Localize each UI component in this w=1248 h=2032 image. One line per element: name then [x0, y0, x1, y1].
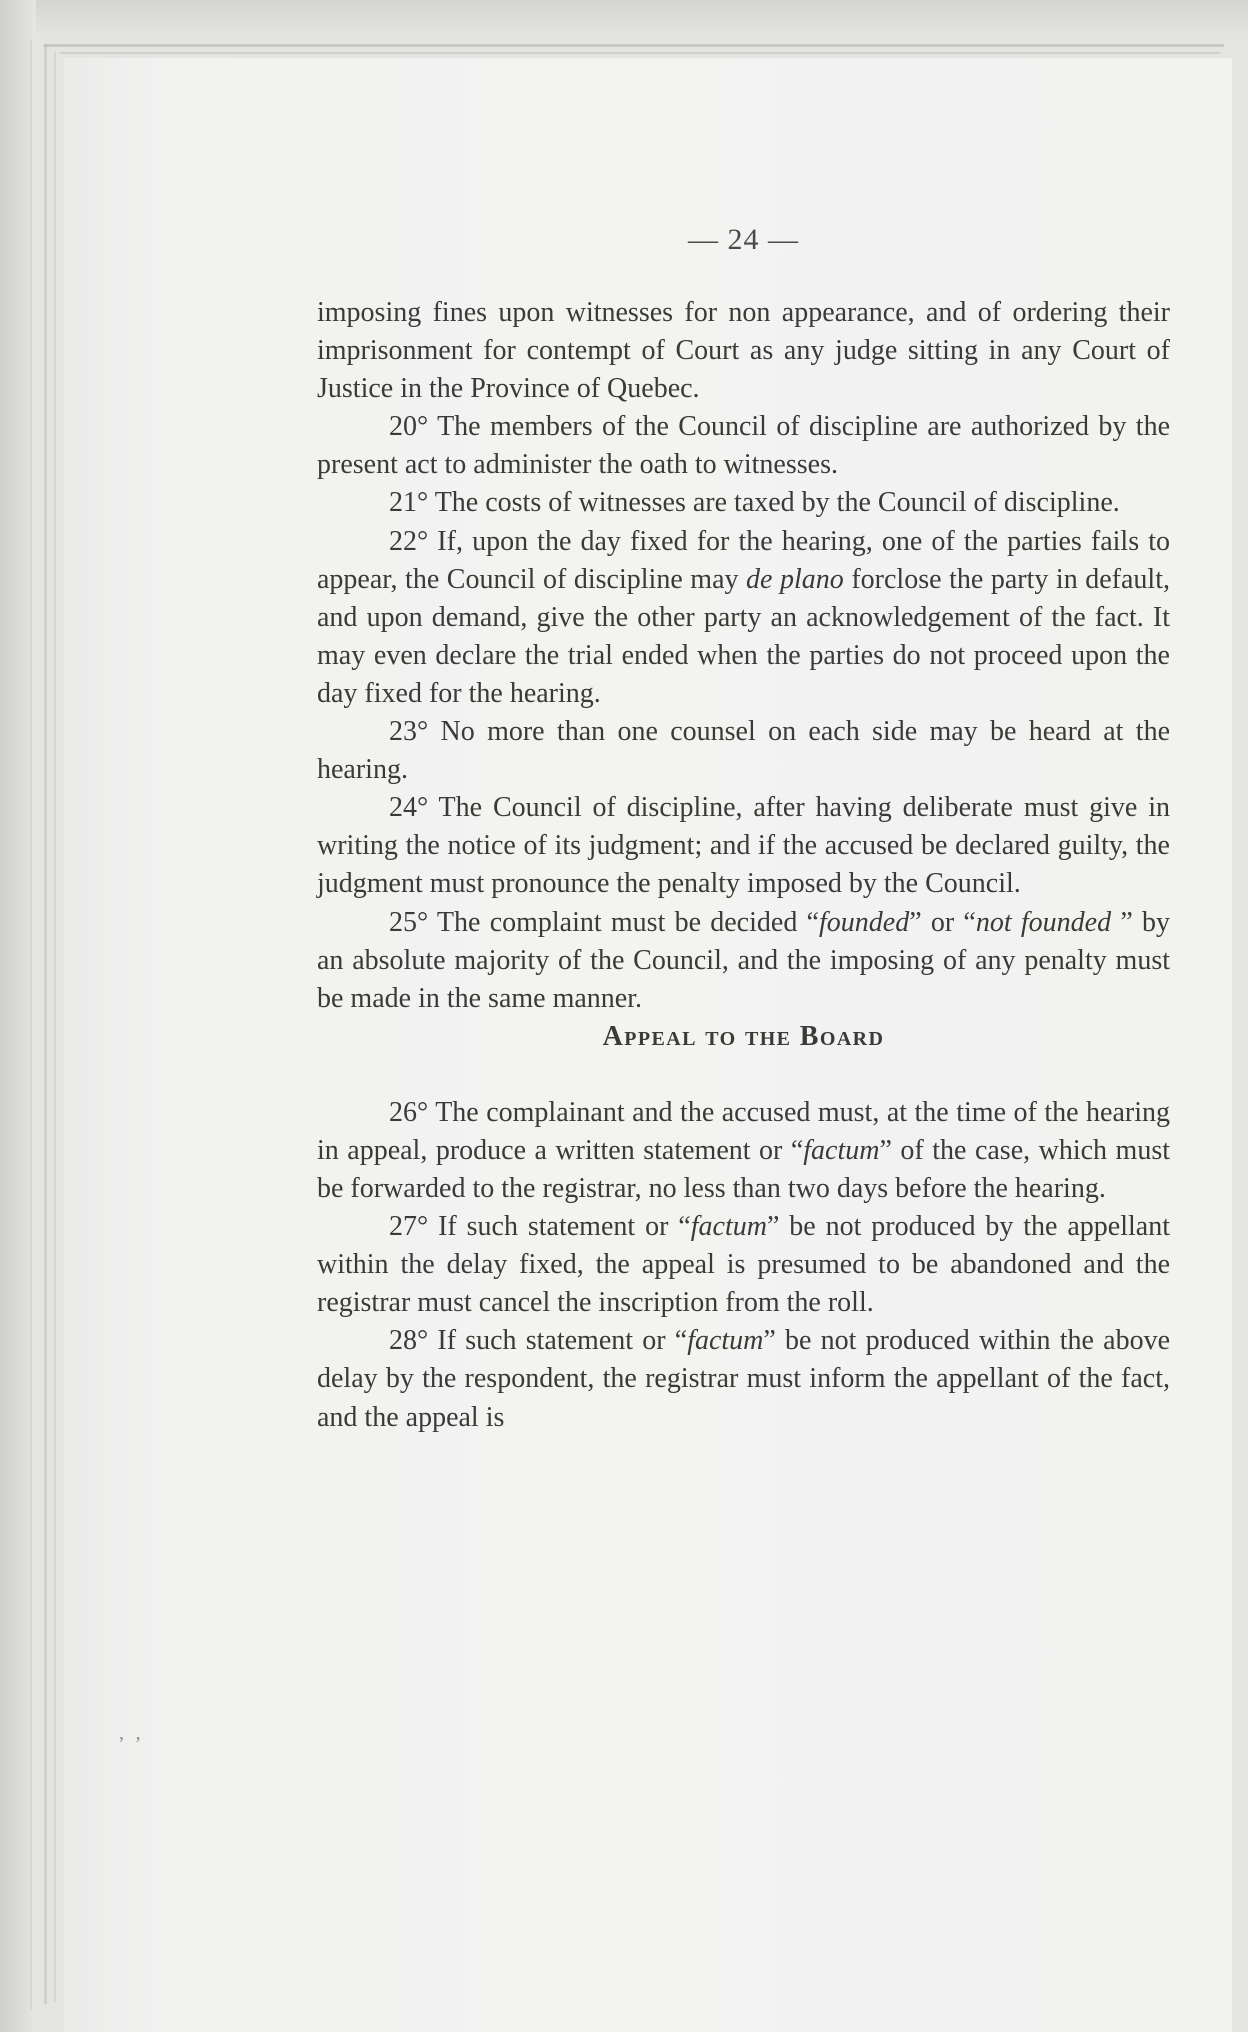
- paragraph-26-text-end: ” of the case, which must be forwarded to the registrar, no less than two days before the hearing.: [317, 1134, 1170, 1204]
- paragraph-22-italic: de plano: [746, 563, 844, 595]
- paragraph-21: 21° The costs of witnesses are taxed by the Council of discipline.: [389, 487, 1120, 519]
- page-body: [317, 294, 1170, 1437]
- page-stack-edge: [30, 40, 32, 2010]
- paragraph-20: 20° The members of the Council of discipline are authorized by the present act to administer the oath to witnesses.: [317, 411, 1170, 481]
- section-heading: Appeal to the Board: [602, 1020, 885, 1052]
- paragraph-25-text-3: ” by an absolute majority of the Council, and the imposing of any penalty must be made in the same manner.: [317, 906, 1170, 1014]
- page-stack-edge: [44, 44, 47, 2004]
- paragraph-22-text-start: 22° If, upon the day fixed for the hearing, one of the parties fails to appear, the Council of discipline may: [317, 525, 1170, 595]
- paragraph-28: [317, 1322, 1170, 1436]
- page-stack-edge: [54, 52, 56, 2002]
- paragraph-28-italic: factum: [687, 1325, 764, 1357]
- paragraph-27-italic: factum: [690, 1211, 767, 1243]
- margin-mark: ‚ ,: [118, 1722, 144, 1744]
- paragraph-27-text-end: ” be not produced by the appellant within the delay fixed, the appeal is presumed to be abandoned and the registrar must cancel the inscription from the roll.: [317, 1211, 1170, 1319]
- page-number: — 24 —: [688, 223, 799, 256]
- paragraph-27: [317, 1208, 1170, 1322]
- paragraph-26-text-start: 26° The complainant and the accused must, at the time of the hearing in appeal, produce a written statement or “: [317, 1096, 1170, 1166]
- paragraph-28-text-start: 28° If such statement or “: [389, 1325, 688, 1357]
- paragraph-27-text-start: 27° If such statement or “: [389, 1211, 691, 1243]
- paragraph-28-text-end: ” be not produced within the above delay by the respondent, the registrar must inform the appellant of the fact, and the appeal is: [317, 1325, 1171, 1433]
- paragraph-25-italic-1: founded: [818, 906, 910, 938]
- paragraph-25-italic-2: not founded: [975, 906, 1112, 938]
- paragraph-25: [317, 904, 1170, 1018]
- document-page: [64, 58, 1232, 2032]
- paragraph-22: [317, 523, 1170, 713]
- page-stack-edge: [60, 52, 1220, 54]
- paragraph-26-italic: factum: [803, 1134, 880, 1166]
- paragraph-25-text-2: ” or “: [909, 906, 976, 938]
- scan-border-top: [0, 0, 1248, 34]
- paragraph-22-text-end: forclose the party in default, and upon demand, give the other party an acknowledgement of the fact. It may even declare the trial ended when the parties do not proceed upon the day fixed for the hearing.: [317, 563, 1170, 709]
- paragraph-25-text-1: 25° The complaint must be decided “: [389, 906, 819, 938]
- paragraph-continuation: imposing fines upon witnesses for non appearance, and of ordering their imprisonment for contempt of Court as any judge sitting in any Court of Justice in the Province of Quebec.: [317, 297, 1170, 405]
- paragraph-26: [317, 1094, 1170, 1208]
- paragraph-24: 24° The Council of discipline, after having deliberate must give in writing the notice of its judgment; and if the accused be declared guilty, the judgment must pronounce the penalty imposed by the Council.: [317, 792, 1170, 900]
- paragraph-23: 23° No more than one counsel on each side may be heard at the hearing.: [317, 716, 1170, 786]
- page-stack-edge: [44, 44, 1224, 47]
